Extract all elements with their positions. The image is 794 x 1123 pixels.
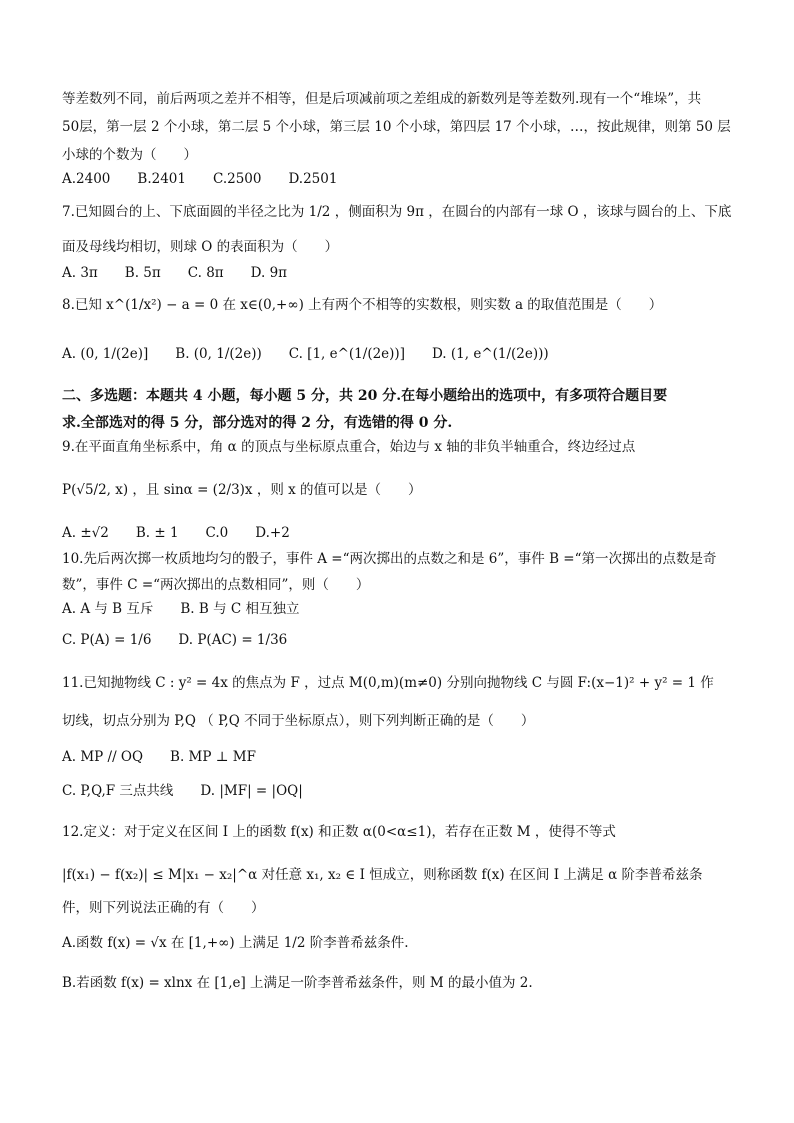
question-text-line: A. A 与 B 互斥 B. B 与 C 相互独立 <box>62 601 300 617</box>
question-text-line: 8.已知 x^(1/x²) − a = 0 在 x∈(0,+∞) 上有两个不相等的实数根，则实数 a 的取值范围是（ ） <box>62 297 663 313</box>
question-text-line: A. MP // OQ B. MP ⊥ MF <box>62 749 256 765</box>
question-text-line: A. 3π B. 5π C. 8π D. 9π <box>62 265 288 281</box>
question-text-line: 面及母线均相切，则球 O 的表面积为（ ） <box>62 239 339 255</box>
question-text-line: 小球的个数为（ ） <box>62 147 197 163</box>
question-text-line: 10.先后两次掷一枚质地均匀的骰子，事件 A =“两次掷出的点数之和是 6”，事件 B =“第一次掷出的点数是奇 <box>62 551 717 567</box>
section-heading-line: 求.全部选对的得 5 分，部分选对的得 2 分，有选错的得 0 分. <box>62 415 453 431</box>
question-text-line: C. P,Q,F 三点共线 D. |MF| = |OQ| <box>62 783 303 799</box>
question-text-line: C. P(A) = 1/6 D. P(AC) = 1/36 <box>62 632 288 648</box>
question-text-line: 50层，第一层 2 个小球，第二层 5 个小球，第三层 10 个小球，第四层 17 个小球，…，按此规律，则第 50 层 <box>62 119 731 135</box>
section-heading-line: 二、多选题：本题共 4 小题，每小题 5 分，共 20 分.在每小题给出的选项中，有多项符合题目要 <box>62 388 668 404</box>
question-text-line: 件，则下列说法正确的有（ ） <box>62 900 265 916</box>
question-text-line: |f(x₁) − f(x₂)| ≤ M|x₁ − x₂|^α 对任意 x₁, x₂ ∈ I 恒成立，则称函数 f(x) 在区间 I 上满足 α 阶李普希兹条 <box>62 867 703 883</box>
question-text-line: A. ±√2 B. ± 1 C.0 D.+2 <box>62 525 290 541</box>
question-text-line: A.2400 B.2401 C.2500 D.2501 <box>62 171 338 187</box>
question-text-line: 数”，事件 C =“两次掷出的点数相同”，则（ ） <box>62 577 370 593</box>
question-text-line: 切线，切点分别为 P,Q （ P,Q 不同于坐标原点），则下列判断正确的是（ ） <box>62 713 535 729</box>
question-text-line: 7.已知圆台的上、下底面圆的半径之比为 1/2 ，侧面积为 9π ，在圆台的内部有一球 O ，该球与圆台的上、下底 <box>62 204 732 220</box>
question-text-line: A. (0, 1/(2e)] B. (0, 1/(2e)) C. [1, e^(1/(2e))] D. (1, e^(1/(2e))) <box>62 346 549 362</box>
question-text-line: 等差数列不同，前后两项之差并不相等，但是后项减前项之差组成的新数列是等差数列.现有一个“堆垛”，共 <box>62 91 702 107</box>
question-text-line: B.若函数 f(x) = xlnx 在 [1,e] 上满足一阶李普希兹条件，则 M 的最小值为 2. <box>62 975 533 991</box>
question-text-line: 11.已知抛物线 C : y² = 4x 的焦点为 F ，过点 M(0,m)(m≠0) 分别向抛物线 C 与圆 F:(x−1)² + y² = 1 作 <box>62 675 714 691</box>
question-text-line: P(√5/2, x) ，且 sinα = (2/3)x ，则 x 的值可以是（ ） <box>62 482 422 498</box>
question-text-line: 9.在平面直角坐标系中，角 α 的顶点与坐标原点重合，始边与 x 轴的非负半轴重合，终边经过点 <box>62 439 636 455</box>
question-text-line: 12.定义：对于定义在区间 I 上的函数 f(x) 和正数 α(0<α≤1)，若存在正数 M ，使得不等式 <box>62 824 616 840</box>
question-text-line: A.函数 f(x) = √x 在 [1,+∞) 上满足 1/2 阶李普希兹条件. <box>62 935 409 951</box>
